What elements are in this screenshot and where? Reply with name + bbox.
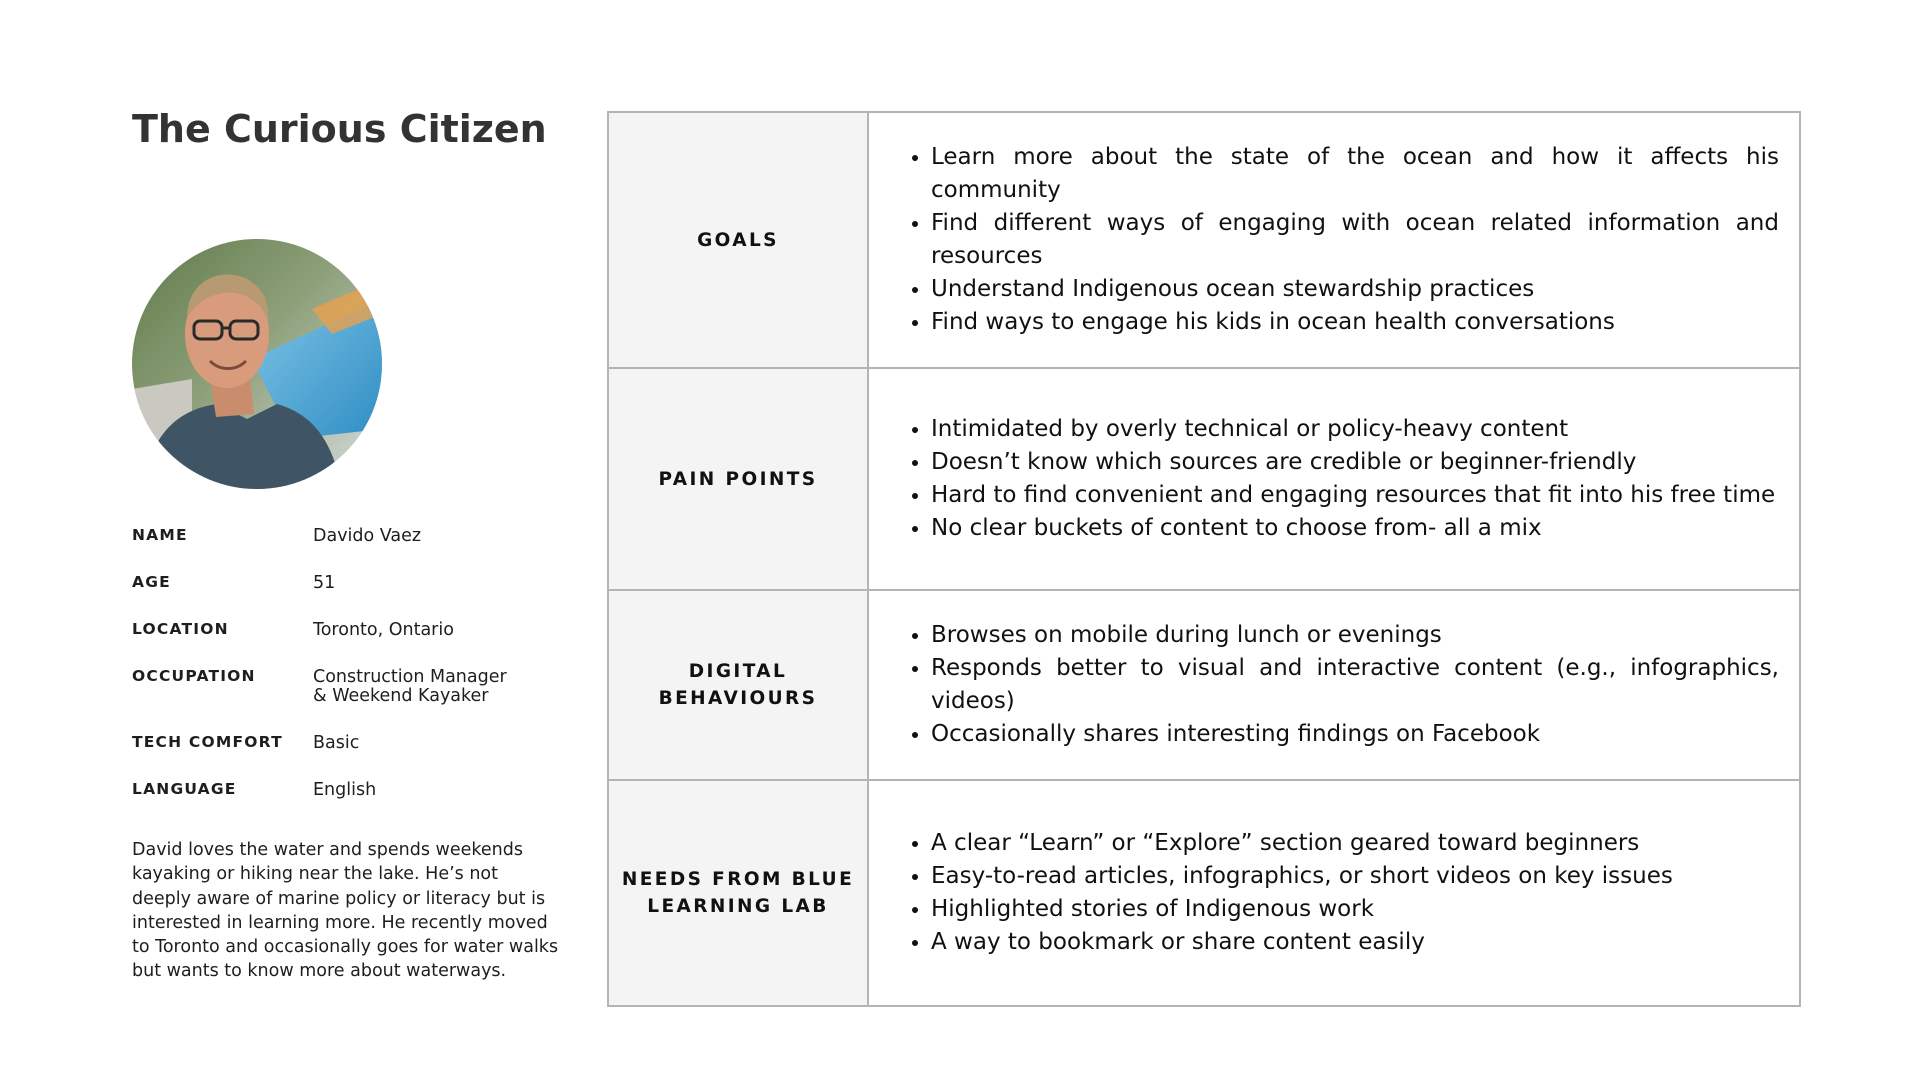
name-value: Davido Vaez — [313, 526, 422, 546]
section-goals — [609, 113, 1799, 369]
list-item: • Find different ways of engaging with ocean related information and resources — [931, 207, 1779, 273]
section-heading: PAIN POINTS — [609, 369, 869, 589]
section-heading: NEEDS FROM BLUE LEARNING LAB — [609, 781, 869, 1005]
profile-row-tech-comfort — [132, 729, 572, 776]
bullet-list — [901, 619, 1779, 751]
list-item: • Understand Indigenous ocean stewardship practices — [931, 273, 1779, 306]
list-item: • Browses on mobile during lunch or evenings — [931, 619, 1779, 652]
persona-title: The Curious Citizen — [132, 107, 547, 151]
list-item: • Hard to find convenient and engaging resources that fit into his free time — [931, 479, 1775, 512]
list-item: • A way to bookmark or share content easily — [931, 926, 1673, 959]
list-item: • Occasionally shares interesting findings on Facebook — [931, 718, 1779, 751]
section-content — [869, 113, 1799, 367]
list-item: • No clear buckets of content to choose from- all a mix — [931, 512, 1775, 545]
location-value: Toronto, Ontario — [313, 620, 454, 640]
section-content — [869, 781, 1799, 1005]
profile-row-occupation — [132, 663, 572, 729]
tech-comfort-label: TECH COMFORT — [132, 733, 283, 751]
section-pain-points — [609, 369, 1799, 591]
persona-grid — [607, 111, 1801, 1007]
bullet-list — [901, 141, 1779, 339]
language-value: English — [313, 780, 377, 800]
name-label: NAME — [132, 526, 188, 544]
age-value: 51 — [313, 573, 336, 593]
section-heading: GOALS — [609, 113, 869, 367]
section-digital-behaviours — [609, 591, 1799, 781]
bullet-list — [901, 413, 1775, 545]
profile-details — [132, 522, 572, 823]
profile-row-name — [132, 522, 572, 569]
list-item: • Easy-to-read articles, infographics, or short videos on key issues — [931, 860, 1673, 893]
language-label: LANGUAGE — [132, 780, 237, 798]
list-item: • Find ways to engage his kids in ocean health conversations — [931, 306, 1779, 339]
list-item: • Highlighted stories of Indigenous work — [931, 893, 1673, 926]
list-item: • Responds better to visual and interactive content (e.g., infographics, videos) — [931, 652, 1779, 718]
occupation-label: OCCUPATION — [132, 667, 256, 685]
avatar-photo — [132, 239, 382, 489]
avatar — [132, 239, 382, 489]
occupation-value: Construction Manager & Weekend Kayaker — [313, 667, 507, 706]
age-label: AGE — [132, 573, 171, 591]
location-label: LOCATION — [132, 620, 229, 638]
section-heading: DIGITAL BEHAVIOURS — [609, 591, 869, 779]
bullet-list — [901, 827, 1673, 959]
persona-bio: David loves the water and spends weekends kayaking or hiking near the lake. He’s not deeply aware of marine policy or literacy but is interested in learning more. He recently moved to Toronto and occasionally goes for water walks but wants to know more about waterways. — [132, 840, 559, 982]
profile-row-age — [132, 569, 572, 616]
section-needs — [609, 781, 1799, 1005]
profile-row-language — [132, 776, 572, 823]
profile-row-location — [132, 616, 572, 663]
list-item: • Learn more about the state of the ocean and how it affects his community — [931, 141, 1779, 207]
section-content — [869, 591, 1799, 779]
list-item: • Doesn’t know which sources are credible or beginner-friendly — [931, 446, 1775, 479]
tech-comfort-value: Basic — [313, 733, 360, 753]
section-content — [869, 369, 1799, 589]
list-item: • Intimidated by overly technical or policy-heavy content — [931, 413, 1775, 446]
list-item: • A clear “Learn” or “Explore” section geared toward beginners — [931, 827, 1673, 860]
